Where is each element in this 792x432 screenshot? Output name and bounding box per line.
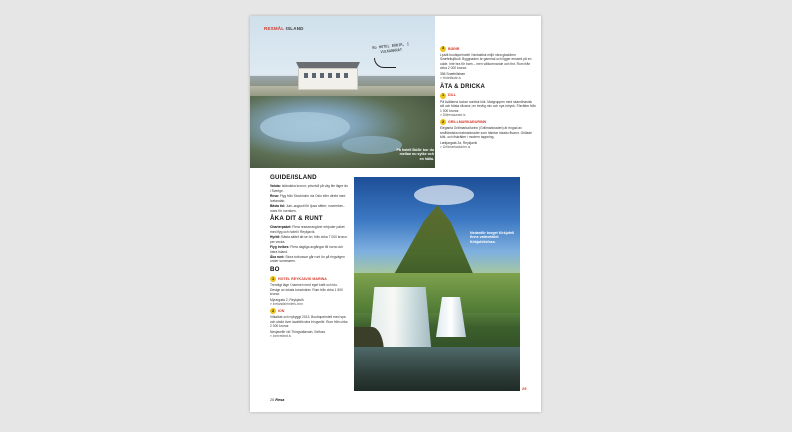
listing-text: Ljuslit boutiquehotell i fantastisk miljö nära glaciären Snæfellsjökull. Byggnaden är gammal och ligger ensamt på en udde. Inte bra för barn – men välkomnande och fint. Rum från cirka 2 000 kronor. [440, 53, 532, 71]
window [344, 73, 348, 78]
section-heading: ÅKA DIT & RUNT [270, 214, 323, 222]
magazine-page [250, 16, 541, 412]
handwritten-note: Bo HOTEL BÚÐIR, I VULKANKRAT [372, 42, 410, 54]
listing-link[interactable]: » Icelandairhotels.com [270, 301, 303, 306]
photo-caption: Nedanför berget Kirkjufell finns vattenfallet Kirkjufellsfoss. [470, 231, 515, 244]
fact-text: Flyg från Stockholm via Oslo eller direkt med Icelandair. [270, 194, 346, 203]
fact-text: Isländska kronor; prisnivå på väg lite lägre än i Sverige. [270, 184, 348, 193]
photo-caption: På hotell Búðir bor du mellan nu sytke och en hälla. [396, 148, 434, 161]
number-marker: 2 [271, 308, 275, 313]
fact-text: Stora turbussar går runt ön på ringvägen under sommaren. [270, 254, 345, 264]
fact-row [270, 245, 348, 254]
listing-title: GRILLMARKAÐURINN [448, 120, 487, 125]
listing-address: Lækjargata 2a, Reykjavík [440, 140, 478, 145]
left-column [270, 172, 348, 339]
number-marker: 2 [441, 119, 445, 124]
number-marker: 1 [441, 93, 445, 98]
fact-text: Flera researrangörer erbjuder paket med flyg och hotell i Reykjavík. [270, 225, 345, 234]
fact-label: Åka runt: [270, 254, 285, 259]
hotel-building [298, 68, 358, 90]
listing-title: ION [278, 308, 285, 313]
number-marker: 1 [271, 276, 275, 281]
fact-label: Hyrbil: [270, 235, 281, 240]
kirkjufell-photo [354, 177, 520, 391]
fact-text: Flera dagliga avgångar till norra och östra Island. [270, 245, 343, 254]
listing-heading [440, 46, 536, 52]
fact-row [270, 255, 348, 264]
window [336, 73, 340, 78]
listing-title: DILL [448, 93, 456, 98]
page-number: 29 [522, 386, 527, 391]
listing-title: BÚÐIR [448, 46, 460, 51]
window [320, 73, 324, 78]
listing-address: 356 Snæfellsbær [440, 71, 466, 76]
tag-place: ISLAND [285, 26, 304, 31]
number-marker: 3 [441, 46, 445, 51]
fact-text: Bästa sättet att se ön; från cirka 7 000 kronor per vecka. [270, 235, 348, 244]
fact-text: Juni–augusti för ljusa nätter; november–mars för norrsken. [270, 204, 345, 213]
listing-text: På kvällarna lockar nordisk kök. Matgruppen med skandinavisk stil och bästa råvaror; en trevlig mix och nya intryck. Förrätter från 1 000 kronor. [440, 99, 536, 113]
listing-title: HOTEL REYKJAVIK MARINA [278, 276, 327, 281]
listing-address: Nesjavellir vid Thingvallavatn, Selfoss [270, 329, 326, 334]
hand-drawn-arrow-icon [374, 58, 396, 68]
section-heading: ÄTA & DRICKA [440, 83, 486, 90]
window [304, 73, 308, 78]
fact-label: Resa: [270, 194, 279, 199]
cloud [414, 185, 474, 205]
listing-link[interactable]: » Dillrestaurant.is [440, 113, 466, 118]
listing-link[interactable]: » Ioniceland.is [270, 334, 292, 339]
fact-row [270, 225, 348, 234]
tag-label: RESMÅL [264, 26, 285, 31]
listing-address: Mýrargata 2, Reykjavík [270, 297, 304, 302]
right-column [440, 44, 536, 150]
section-tag [264, 26, 304, 31]
window [312, 73, 316, 78]
fact-row [270, 184, 348, 193]
fact-label: Flyg inrikes: [270, 245, 290, 250]
listing-text: Eleganta Grillmarkaðurinn (Grillmarknaden) är ringad av småländska matmarknader som hämtar lokala råvaror. Grillade kött- och fiskrätter i modern tappning. [440, 126, 532, 140]
fact-label: Valuta: [270, 184, 281, 189]
magazine-logo: Resa [275, 398, 285, 402]
listing-heading [440, 119, 536, 125]
page-footer [270, 398, 284, 402]
fact-row [270, 204, 348, 213]
fact-row [270, 235, 348, 244]
listing-text: Vitkalkat och nybyggt 2013. Boutiquehotell med spa och utsikt över lavafält nära Þingvellir. Rum från cirka 2 000 kronor. [270, 315, 348, 329]
listing-link[interactable]: » Grillmarkadurinn.is [440, 145, 471, 150]
listing-heading [270, 276, 348, 282]
section-heading: GUIDE/ISLAND [270, 174, 317, 181]
fact-label: Charterpaket: [270, 225, 292, 230]
section-heading: BO [270, 265, 280, 273]
window [328, 73, 332, 78]
listing-text: Trendigt läge i hamnen med eget kafé och bio. Design av lokala konstnärer. Rum från cirka 1 500 kronor. [270, 283, 343, 297]
pond [260, 112, 350, 142]
fact-label: Bästa tid: [270, 204, 286, 209]
listing-heading [270, 308, 348, 314]
page-number: 26 [270, 398, 275, 402]
river [354, 347, 520, 391]
hotel-budir-photo [250, 16, 435, 168]
pond [342, 136, 402, 154]
fact-row [270, 194, 348, 203]
listing-link[interactable]: » Hotelbudir.is [440, 76, 461, 81]
listing-heading [440, 93, 536, 99]
